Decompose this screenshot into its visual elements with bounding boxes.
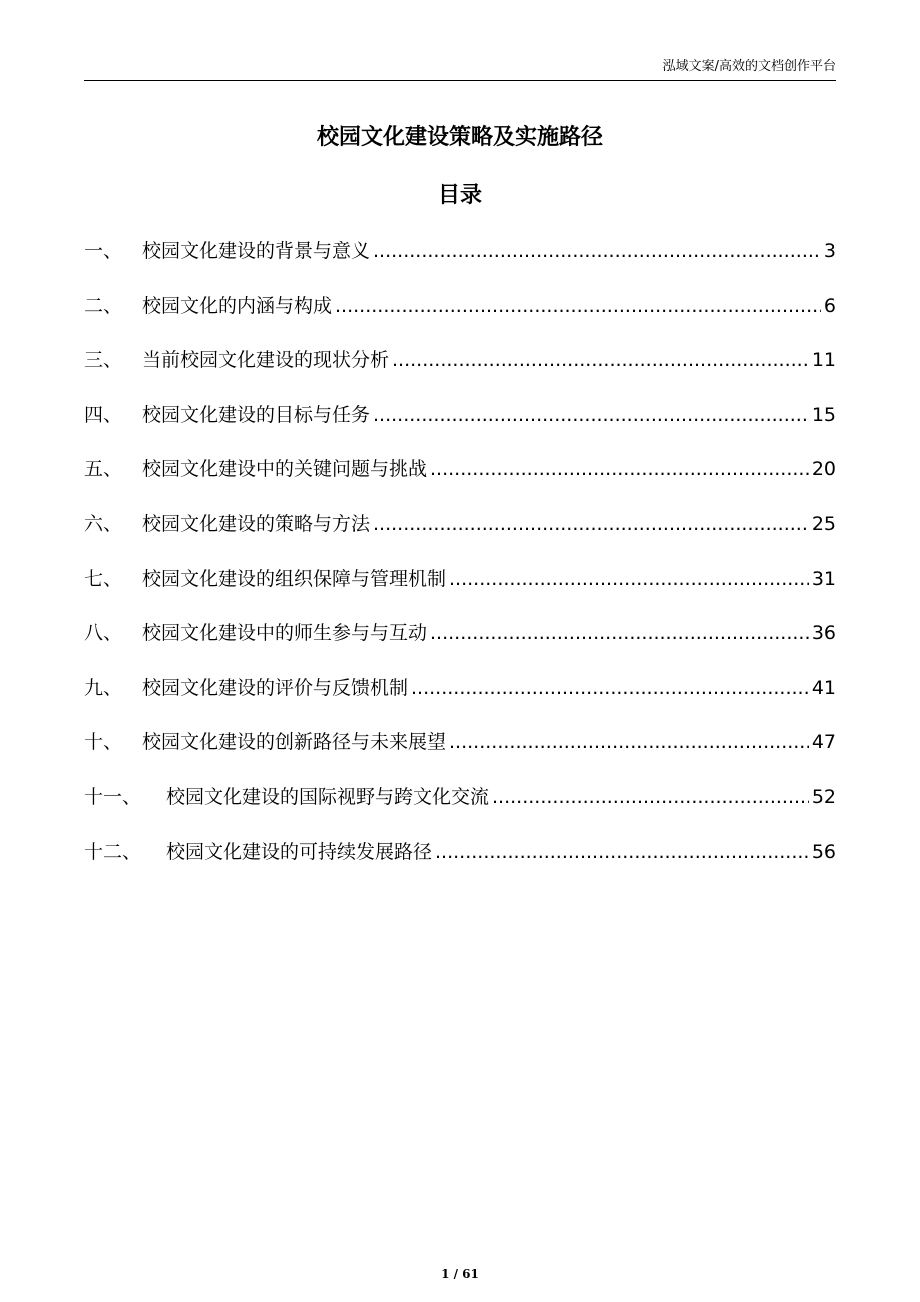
toc-entry-title: 校园文化建设中的关键问题与挑战 bbox=[142, 458, 428, 481]
toc-dot-leader bbox=[435, 835, 809, 869]
toc-entry-number: 九、 bbox=[84, 676, 123, 699]
toc-entry-title: 校园文化建设的组织保障与管理机制 bbox=[142, 567, 447, 590]
toc-entry-page: 36 bbox=[811, 622, 836, 645]
toc-entry-number: 四、 bbox=[84, 403, 123, 426]
toc-entry-title: 校园文化建设的背景与意义 bbox=[142, 240, 371, 262]
document-title: 校园文化建设策略及实施路径 bbox=[316, 125, 603, 150]
toc-entry[interactable] bbox=[84, 507, 836, 562]
toc-entry-number: 十一、 bbox=[84, 785, 142, 808]
toc-dot-leader bbox=[492, 780, 809, 814]
toc-dot-leader bbox=[430, 452, 809, 486]
toc-heading: 目录 bbox=[437, 183, 482, 208]
table-of-contents bbox=[84, 234, 836, 889]
toc-entry-number: 二、 bbox=[84, 294, 123, 317]
toc-dot-leader bbox=[335, 289, 821, 323]
toc-entry[interactable] bbox=[84, 671, 836, 726]
toc-entry-title: 校园文化的内涵与构成 bbox=[142, 294, 333, 317]
toc-dot-leader bbox=[449, 725, 809, 759]
toc-entry-number: 十二、 bbox=[84, 840, 142, 863]
toc-dot-leader bbox=[430, 616, 809, 650]
toc-dot-leader bbox=[373, 507, 809, 541]
toc-entry[interactable] bbox=[84, 616, 836, 671]
toc-entry[interactable] bbox=[84, 562, 836, 617]
toc-entry-page: 6 bbox=[823, 294, 836, 317]
toc-entry[interactable] bbox=[84, 452, 836, 507]
header-divider bbox=[84, 80, 836, 81]
toc-entry-title: 校园文化建设的目标与任务 bbox=[142, 403, 371, 426]
toc-dot-leader bbox=[411, 671, 809, 705]
toc-entry-page: 47 bbox=[811, 731, 836, 754]
toc-entry-title: 校园文化建设的评价与反馈机制 bbox=[142, 676, 409, 699]
toc-entry[interactable] bbox=[84, 780, 836, 835]
toc-dot-leader bbox=[373, 234, 821, 268]
toc-entry[interactable] bbox=[84, 725, 836, 780]
toc-entry-page: 25 bbox=[811, 512, 836, 535]
header-text: 泓域文案/高效的文档创作平台 bbox=[662, 59, 836, 74]
toc-entry[interactable] bbox=[84, 398, 836, 453]
toc-dot-leader bbox=[449, 562, 809, 596]
toc-entry-number: 八、 bbox=[84, 622, 123, 645]
toc-entry-title: 校园文化建设的可持续发展路径 bbox=[166, 840, 433, 863]
toc-entry-page: 15 bbox=[811, 403, 836, 426]
toc-entry-page: 52 bbox=[811, 785, 836, 808]
toc-dot-leader bbox=[373, 398, 809, 432]
toc-entry-page: 20 bbox=[811, 458, 836, 481]
toc-entry-number: 七、 bbox=[84, 567, 123, 590]
toc-entry[interactable] bbox=[84, 835, 836, 890]
toc-entry-page: 31 bbox=[811, 567, 836, 590]
toc-entry-page: 41 bbox=[811, 676, 836, 699]
toc-entry-number: 五、 bbox=[84, 458, 123, 481]
toc-entry[interactable] bbox=[84, 343, 836, 398]
toc-entry-page: 56 bbox=[811, 840, 836, 863]
toc-entry[interactable] bbox=[84, 234, 836, 289]
toc-entry-page: 11 bbox=[811, 349, 836, 372]
toc-entry-number: 一、 bbox=[84, 240, 123, 262]
toc-entry-page: 3 bbox=[823, 240, 836, 262]
page-number-footer: 1 / 61 bbox=[441, 1267, 479, 1281]
toc-entry-number: 六、 bbox=[84, 512, 123, 535]
toc-entry-title: 校园文化建设的创新路径与未来展望 bbox=[142, 731, 447, 754]
toc-entry-title: 校园文化建设的策略与方法 bbox=[142, 512, 371, 535]
toc-entry-number: 十、 bbox=[84, 731, 123, 754]
toc-entry-title: 校园文化建设的国际视野与跨文化交流 bbox=[166, 785, 490, 808]
toc-dot-leader bbox=[392, 343, 809, 377]
toc-entry-title: 当前校园文化建设的现状分析 bbox=[142, 349, 390, 372]
toc-entry-number: 三、 bbox=[84, 349, 123, 372]
toc-entry[interactable] bbox=[84, 289, 836, 344]
toc-entry-title: 校园文化建设中的师生参与与互动 bbox=[142, 622, 428, 645]
